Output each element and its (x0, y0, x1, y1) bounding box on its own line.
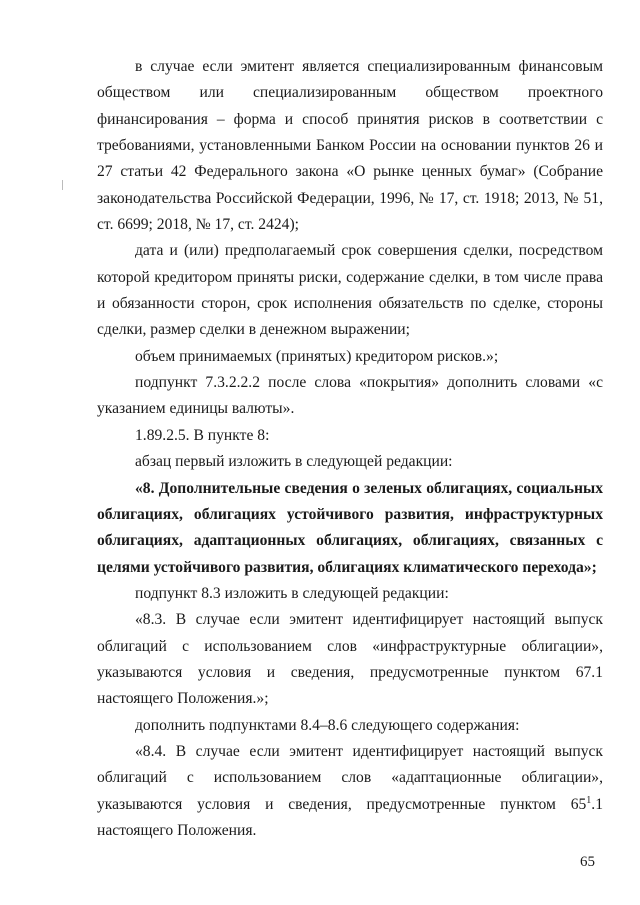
paragraph-heading-8: «8. Дополнительные сведения о зеленых облигациях, социальных облигациях, облигациях устойчивого развития, инфраструктурных облигациях, адаптационных облигациях, облигациях, связанных с целями устойчивого развития, облигациях климатического перехода»; (97, 479, 603, 576)
paragraph-risk-volume: объем принимаемых (принятых) кредитором рисков.»; (135, 347, 499, 365)
document-body (97, 54, 603, 844)
paragraph-subpoint-7-3: подпункт 7.3.2.2.2 после слова «покрытия» дополнить словами «с указанием единицы валюты». (97, 374, 603, 418)
page-number: 65 (580, 854, 595, 870)
paragraph-subpoint-8-4 (97, 739, 603, 844)
paragraph-add-subpoints: дополнить подпунктами 8.4–8.6 следующего содержания: (135, 716, 520, 734)
paragraph-issuer-risks: в случае если эмитент является специализированным финансовым обществом или специализированным обществом проектного финансирования – форма и способ принятия рисков в соответствии с требованиями, установленными Банком России на основании пунктов 26 и 27 статьи 42 Федерального закона «О рынке ценных бумаг» (Собрание законодательства Российской Федерации, 1996, № 17, ст. 1918; 2013, № 51, ст. 6699; 2018, № 17, ст. 2424); (97, 58, 603, 234)
paragraph-deal-date: дата и (или) предполагаемый срок совершения сделки, посредством которой кредитором приняты риски, содержание сделки, в том числе права и обязанности сторон, срок исполнения обязательств по сделке, стороны сделки, размер сделки в денежном выражении; (97, 242, 603, 339)
paragraph-point-1-89-2-5: 1.89.2.5. В пункте 8: (135, 426, 270, 444)
paragraph-subpoint-8-4-text: «8.4. В случае если эмитент идентифицирует настоящий выпуск облигаций с использованием слов «адаптационные облигации», указываются условия и сведения, предусмотренные пунктом 65 (97, 742, 603, 813)
paragraph-subpoint-8-4-end: .1 настоящего Положения. (97, 795, 603, 839)
paragraph-subpoint-8-3-intro: подпункт 8.3 изложить в следующей редакции: (135, 584, 449, 602)
margin-mark (62, 180, 63, 190)
paragraph-first-abzac: абзац первый изложить в следующей редакции: (135, 453, 453, 471)
paragraph-subpoint-8-3: «8.3. В случае если эмитент идентифицирует настоящий выпуск облигаций с использованием слов «инфраструктурные облигации», указываются условия и сведения, предусмотренные пунктом 67.1 настоящего Положения.»; (97, 611, 603, 708)
superscript-one: 1 (586, 794, 592, 806)
